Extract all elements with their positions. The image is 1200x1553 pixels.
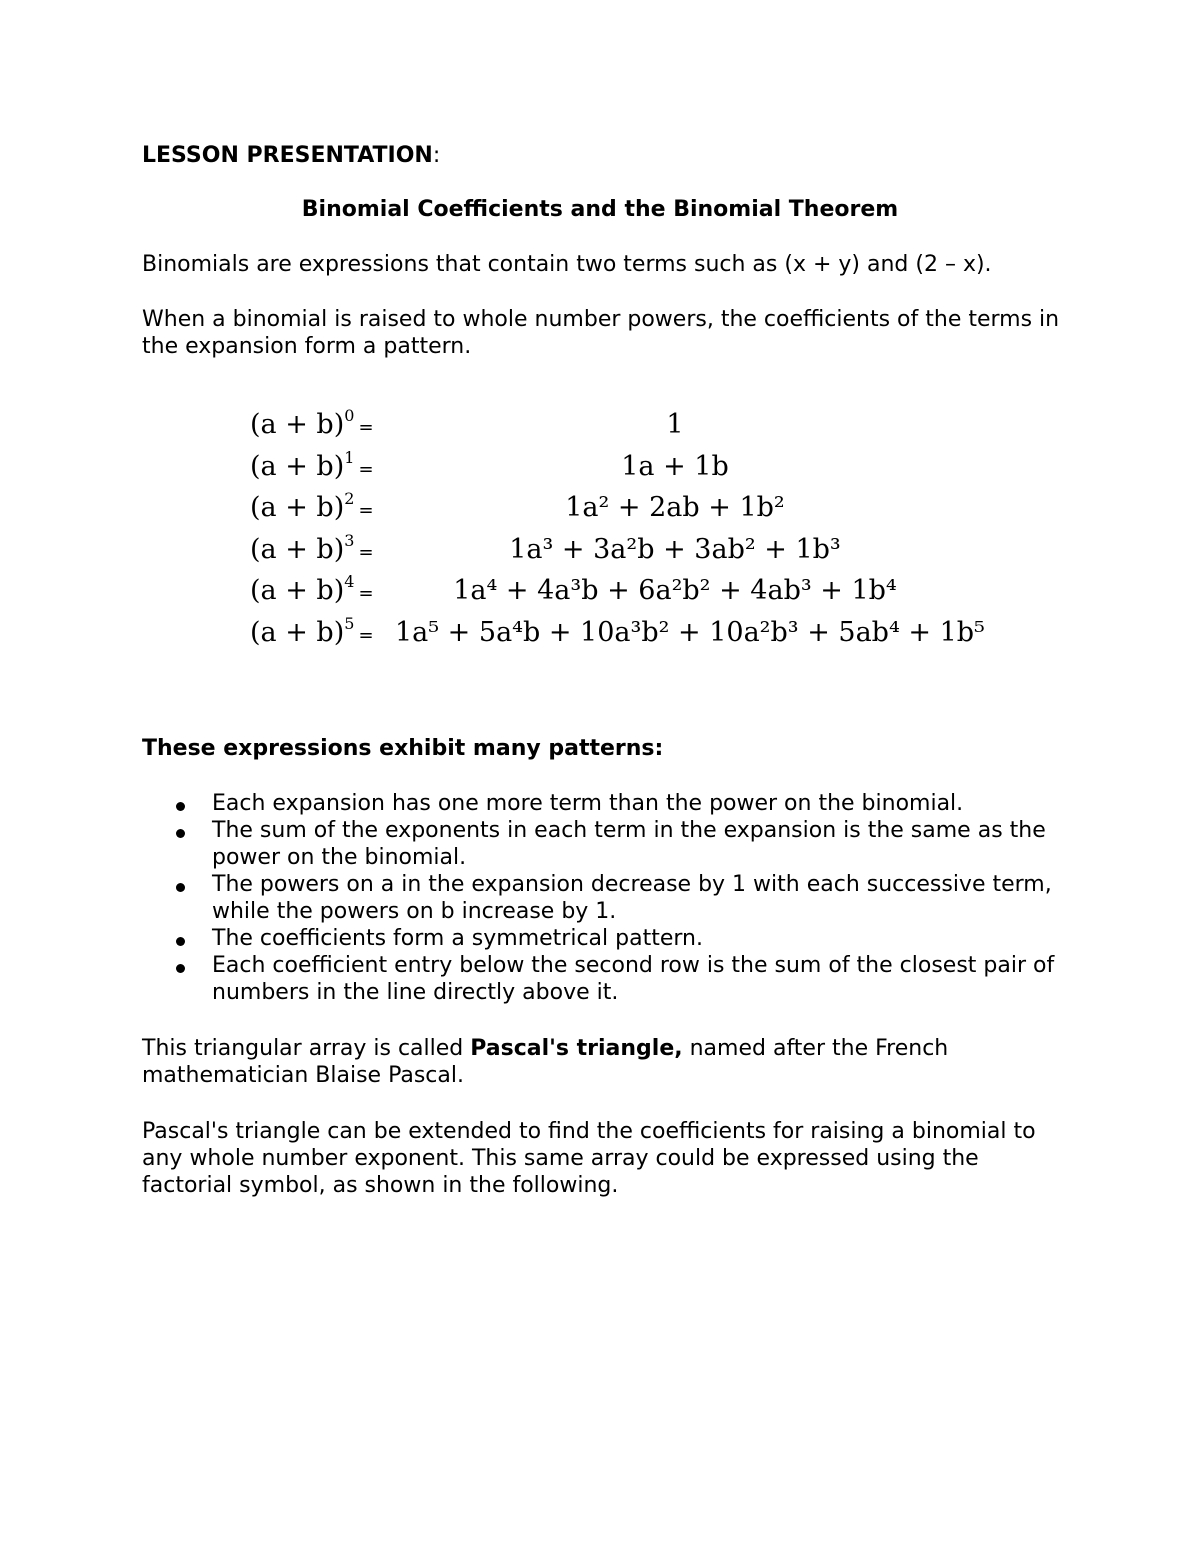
intro-paragraph: Binomials are expressions that contain two terms such as (x + y) and (2 – x). <box>142 252 992 277</box>
equals-sign: = <box>358 458 374 480</box>
bullet-icon <box>176 964 185 973</box>
pattern-text: Each coefficient entry below the second row is the sum of the closest pair of numbers in the line directly above it. <box>212 953 1055 1005</box>
expansion-row <box>245 529 965 571</box>
expansion-row <box>245 446 965 488</box>
patterns-list <box>142 790 1072 1006</box>
equals-sign: = <box>358 583 374 604</box>
pascal-after: named after the French mathematician Blaise Pascal. <box>142 1036 949 1088</box>
pattern-text: The sum of the exponents in each term in the expansion is the same as the power on the binomial. <box>212 818 1046 870</box>
expansion-result: 1a² + 2ab + 1b² <box>565 492 785 523</box>
page-title: Binomial Coefficients and the Binomial Theorem <box>301 197 899 222</box>
pattern-intro-paragraph: When a binomial is raised to whole number powers, the coefficients of the terms in the expansion form a pattern. <box>142 307 1060 359</box>
expansion-result: 1a⁴ + 4a³b + 6a²b² + 4ab³ + 1b⁴ <box>453 575 897 606</box>
pattern-text: Each expansion has one more term than the power on the binomial. <box>212 791 964 816</box>
lesson-label-line <box>142 142 1072 169</box>
binomial-power: 1 <box>344 447 355 467</box>
expansion-row <box>245 404 965 446</box>
extension-paragraph: Pascal's triangle can be extended to find the coefficients for raising a binomial to any whole number exponent. This same array could be expressed using the factorial symbol, as shown in the following. <box>142 1119 1036 1198</box>
pattern-list-item <box>142 952 1072 1006</box>
binomial-base: (a + b) <box>250 450 345 482</box>
bullet-icon <box>176 829 185 838</box>
binomial-base: (a + b) <box>250 575 345 606</box>
binomial-power: 2 <box>344 489 355 508</box>
pattern-list-item <box>142 925 1072 952</box>
pascal-before: This triangular array is called <box>142 1036 471 1061</box>
expansion-lhs <box>250 446 374 490</box>
bullet-icon <box>176 937 185 946</box>
pattern-text: The coefficients form a symmetrical pattern. <box>212 926 703 951</box>
binomial-base: (a + b) <box>250 492 345 523</box>
bullet-icon <box>176 802 185 811</box>
lesson-label-colon: : <box>432 143 441 168</box>
expansion-row <box>245 487 965 529</box>
expansion-row <box>245 612 985 654</box>
equals-sign: = <box>358 500 374 521</box>
expansion-row <box>245 570 965 612</box>
pascal-triangle-term: Pascal's triangle, <box>470 1036 683 1061</box>
expansion-result: 1a³ + 3a²b + 3ab² + 1b³ <box>509 533 841 565</box>
equals-sign: = <box>358 624 374 646</box>
expansion-result: 1a⁵ + 5a⁴b + 10a³b² + 10a²b³ + 5ab⁴ + 1b⁵ <box>395 616 985 648</box>
expansion-result: 1a + 1b <box>621 450 729 482</box>
pattern-list-item <box>142 871 1072 925</box>
binomial-power: 4 <box>344 572 355 591</box>
equals-sign: = <box>358 541 374 563</box>
pattern-list-item <box>142 790 1072 817</box>
expansion-lhs <box>250 570 374 614</box>
binomial-base: (a + b) <box>250 616 345 648</box>
binomial-power: 5 <box>344 613 355 633</box>
patterns-heading: These expressions exhibit many patterns: <box>142 736 664 761</box>
binomial-power: 0 <box>344 406 355 425</box>
lesson-label: LESSON PRESENTATION <box>142 143 433 168</box>
pattern-list-item <box>142 817 1072 871</box>
binomial-expansion-table <box>245 404 985 653</box>
expansion-lhs <box>250 487 374 531</box>
pattern-text: The powers on a in the expansion decrease by 1 with each successive term, while the powers on b increase by 1. <box>212 872 1052 924</box>
bullet-icon <box>176 883 185 892</box>
binomial-base: (a + b) <box>250 409 345 440</box>
expansion-lhs <box>250 404 374 448</box>
expansion-result: 1 <box>666 409 684 440</box>
equals-sign: = <box>358 417 374 438</box>
expansion-lhs <box>250 612 374 656</box>
pascal-paragraph <box>142 1035 1072 1089</box>
binomial-base: (a + b) <box>250 533 345 565</box>
binomial-power: 3 <box>344 530 355 550</box>
expansion-lhs <box>250 529 374 573</box>
